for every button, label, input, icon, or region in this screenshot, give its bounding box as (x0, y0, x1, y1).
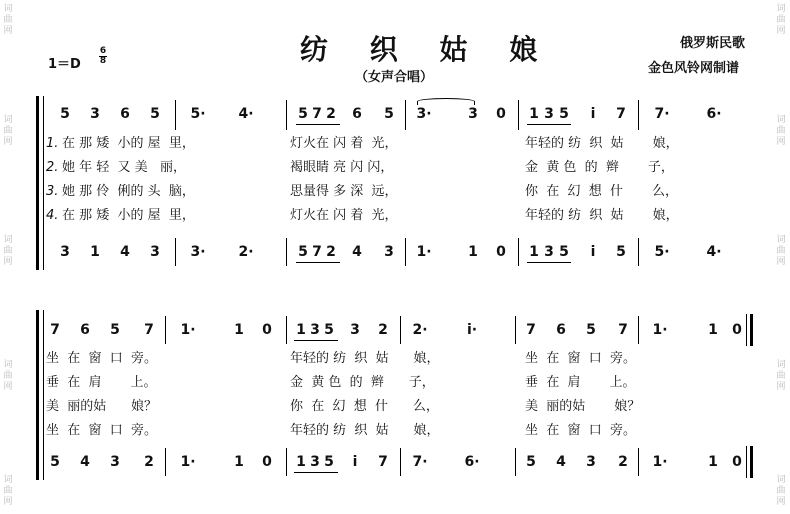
note: i (352, 454, 358, 470)
system2-lower-barline-4 (515, 448, 516, 476)
note: 7· (412, 454, 428, 470)
note: 5 (150, 106, 160, 122)
lyric-segment: 年轻的 纺 织 姑 娘， (525, 136, 679, 151)
note: 3 (310, 322, 320, 338)
note: 2· (412, 322, 428, 338)
watermark-left-2: 词 曲 网 (3, 235, 13, 267)
note: 2 (326, 106, 336, 122)
note: 3· (190, 244, 206, 260)
lyric-segment: 坐 在 窗 口 旁。 (46, 351, 158, 366)
watermark-left-3: 词 曲 网 (3, 360, 13, 392)
lyric-segment: 她 年 轻 又 美 丽， (62, 160, 187, 175)
note: 3 (150, 244, 160, 260)
lyric-segment: 美 丽的姑 娘？ (46, 399, 158, 414)
note: 7 (144, 322, 154, 338)
note: 1· (180, 454, 196, 470)
note: 7 (526, 322, 536, 338)
note: 5 (298, 106, 308, 122)
note: 5 (586, 322, 596, 338)
note: 3· (416, 106, 432, 122)
watermark-right-1: 词 曲 网 (776, 115, 786, 147)
note: 5· (654, 244, 670, 260)
note: 5· (190, 106, 206, 122)
note: 7· (654, 106, 670, 122)
system1-barline-5 (638, 100, 639, 130)
watermark-right-4: 词 曲 网 (776, 475, 786, 507)
verse-number: 3. (46, 184, 59, 199)
lyric-segment: 垂 在 肩 上。 (46, 375, 157, 390)
note: 0 (732, 322, 742, 338)
note: 6· (464, 454, 480, 470)
song-subtitle: （女声合唱） (355, 70, 434, 85)
note: 5 (384, 106, 394, 122)
note: 3 (90, 106, 100, 122)
note: 7 (50, 322, 60, 338)
note: 1· (652, 322, 668, 338)
note: 5 (50, 454, 60, 470)
note: 3 (110, 454, 120, 470)
note: 1 (296, 454, 306, 470)
note: 2 (378, 322, 388, 338)
song-origin: 俄罗斯民歌 (680, 36, 746, 51)
watermark-left-4: 词 曲 网 (3, 475, 13, 507)
note: 3 (544, 106, 554, 122)
system2-beam (294, 340, 338, 341)
note: 1 (708, 322, 718, 338)
note: 5 (110, 322, 120, 338)
note: i· (466, 322, 478, 338)
lyric-segment: 坐 在 窗 口 旁。 (46, 423, 158, 438)
note: 0 (262, 322, 272, 338)
note: 4 (352, 244, 362, 260)
system2-lower-final-thin (746, 446, 747, 478)
note: 7 (618, 322, 628, 338)
note: 6· (706, 106, 722, 122)
note: 6 (120, 106, 130, 122)
note: 7 (378, 454, 388, 470)
system1-lower-barline-5 (638, 238, 639, 266)
note: 7 (312, 244, 322, 260)
note: 0 (496, 106, 506, 122)
note: 6 (352, 106, 362, 122)
score-credit: 金色风铃网制谱 (648, 61, 740, 76)
system2-final-thin (746, 314, 747, 346)
system2-lower-barline-1 (165, 448, 166, 476)
note: 2 (326, 244, 336, 260)
note: 1 (468, 244, 478, 260)
lyric-segment: 美 丽的姑 娘？ (525, 399, 641, 414)
note: 4 (120, 244, 130, 260)
lyric-segment: 金 黄 色 的 辫 子， (525, 160, 674, 175)
system2-final-thick (750, 314, 753, 346)
system1-lower-barline-1 (175, 238, 176, 266)
system2-start-line (43, 310, 44, 480)
watermark-right-3: 词 曲 网 (776, 360, 786, 392)
lyric-segment: 她 那 伶 俐的 头 脑， (62, 184, 195, 199)
lyric-segment: 在 那 矮 小的 屋 里， (62, 208, 195, 223)
note: 0 (496, 244, 506, 260)
note: 3 (310, 454, 320, 470)
verse-number: 2. (46, 160, 59, 175)
note: 3 (586, 454, 596, 470)
note: 3 (60, 244, 70, 260)
note: 1· (180, 322, 196, 338)
note: 3 (384, 244, 394, 260)
lyric-segment: 灯火在 闪 着 光， (290, 136, 398, 151)
note: 5 (616, 244, 626, 260)
note: 5 (324, 322, 334, 338)
note: 1 (529, 244, 539, 260)
time-signature (99, 47, 107, 66)
system1-lower-barline-2 (286, 238, 287, 266)
note: 0 (732, 454, 742, 470)
note: 1 (234, 322, 244, 338)
note: 1 (90, 244, 100, 260)
lyric-segment: 金 黄 色 的 辫 子， (290, 375, 435, 390)
system1-barline-1 (175, 100, 176, 130)
note: 5 (60, 106, 70, 122)
note: 3 (468, 106, 478, 122)
system1-lower-barline-4 (518, 238, 519, 266)
lyric-segment: 坐 在 窗 口 旁。 (525, 423, 637, 438)
verse-number: 4. (46, 208, 59, 223)
note: 6 (556, 322, 566, 338)
note: 1· (652, 454, 668, 470)
note: 1· (416, 244, 432, 260)
watermark-left-1: 词 曲 网 (3, 115, 13, 147)
note: 3 (350, 322, 360, 338)
system2-lower-beam (294, 472, 338, 473)
system1-barline-3 (405, 100, 406, 130)
note: 4 (556, 454, 566, 470)
system1-beam (296, 124, 340, 125)
system1-tie (417, 98, 475, 105)
lyric-segment: 褐眼睛 亮 闪 闪， (290, 160, 394, 175)
system1-start-bracket (36, 96, 39, 270)
note: 0 (262, 454, 272, 470)
note: 5 (526, 454, 536, 470)
lyric-segment: 灯火在 闪 着 光， (290, 208, 398, 223)
note: 2 (618, 454, 628, 470)
lyric-segment: 坐 在 窗 口 旁。 (525, 351, 637, 366)
note: 4· (238, 106, 254, 122)
note: 6 (80, 322, 90, 338)
note: 2 (144, 454, 154, 470)
system2-lower-final-thick (750, 446, 753, 478)
lyric-segment: 你 在 幻 想 什 么， (290, 399, 439, 414)
system2-lower-barline-2 (286, 448, 287, 476)
note: 1 (529, 106, 539, 122)
lyric-segment: 你 在 幻 想 什 么， (525, 184, 678, 199)
note: 5 (559, 244, 569, 260)
system2-barline-5 (638, 316, 639, 344)
note: 7 (312, 106, 322, 122)
note: 1 (234, 454, 244, 470)
system2-barline-1 (165, 316, 166, 344)
note: 1 (708, 454, 718, 470)
note: 2· (238, 244, 254, 260)
watermark-right-top: 词 曲 网 (776, 4, 786, 36)
note: 5 (324, 454, 334, 470)
note: 3 (544, 244, 554, 260)
song-title: 纺 织 姑 娘 (300, 33, 554, 66)
note: i (590, 106, 596, 122)
lyric-segment: 思量得 多 深 远， (290, 184, 398, 199)
system2-start-bracket (36, 310, 39, 480)
watermark-left-top: 词 曲 网 (3, 4, 13, 36)
note: i (590, 244, 596, 260)
lyric-segment: 年轻的 纺 织 姑 娘， (290, 423, 440, 438)
system1-start-line (43, 96, 44, 270)
note: 4· (706, 244, 722, 260)
key-signature: 1＝D (48, 57, 81, 72)
system1-barline-4 (518, 100, 519, 130)
system1-barline-2 (286, 100, 287, 130)
time-signature-bottom: 8 (99, 56, 107, 66)
system2-barline-3 (400, 316, 401, 344)
note: 4 (80, 454, 90, 470)
lyric-segment: 在 那 矮 小的 屋 里， (62, 136, 195, 151)
note: 1 (296, 322, 306, 338)
system2-lower-barline-3 (400, 448, 401, 476)
verse-number: 1. (46, 136, 59, 151)
system1-lower-beam (296, 262, 340, 263)
lyric-segment: 年轻的 纺 织 姑 娘， (525, 208, 679, 223)
note: 5 (559, 106, 569, 122)
time-signature-top: 6 (99, 46, 107, 56)
system1-lower-barline-3 (405, 238, 406, 266)
watermark-right-2: 词 曲 网 (776, 235, 786, 267)
note: 7 (616, 106, 626, 122)
system2-barline-2 (286, 316, 287, 344)
system1-beam (527, 124, 571, 125)
lyric-segment: 垂 在 肩 上。 (525, 375, 636, 390)
note: 5 (298, 244, 308, 260)
lyric-segment: 年轻的 纺 织 姑 娘， (290, 351, 440, 366)
system1-lower-beam (527, 262, 571, 263)
system2-barline-4 (515, 316, 516, 344)
system2-lower-barline-5 (638, 448, 639, 476)
